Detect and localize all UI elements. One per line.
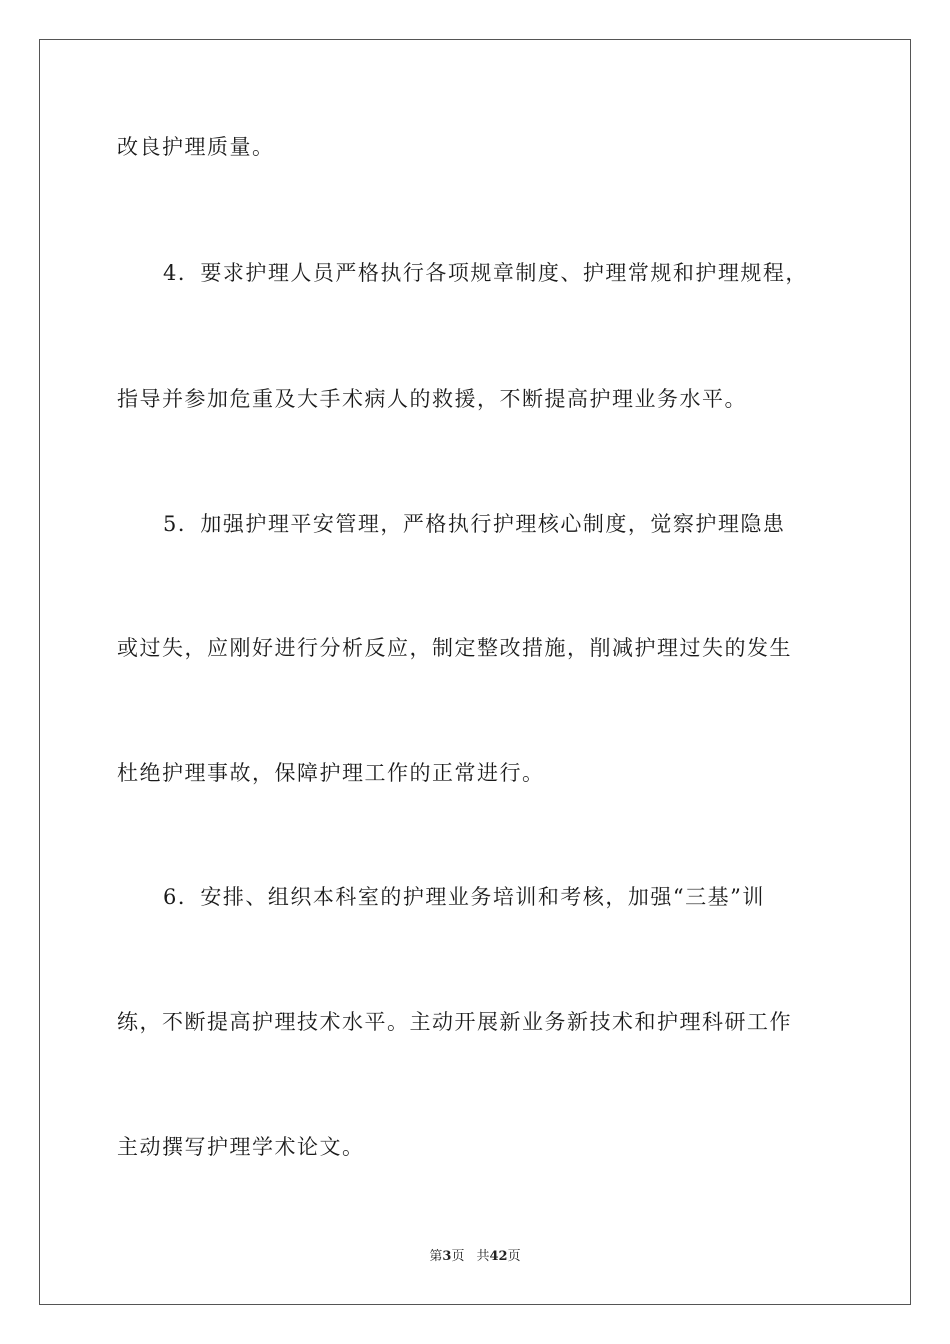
paragraph-line-4: 5．加强护理平安管理，严格执行护理核心制度，觉察护理隐患: [163, 512, 786, 536]
paragraph-line-9: 主动撰写护理学术论文。: [117, 1135, 365, 1159]
total-prefix: 共: [476, 1249, 490, 1264]
total-suffix: 页: [507, 1249, 521, 1264]
paragraph-line-1: 改良护理质量。: [117, 135, 275, 159]
total-pages: 42: [489, 1249, 508, 1264]
page-prefix: 第: [429, 1249, 443, 1264]
paragraph-line-7: 6．安排、组织本科室的护理业务培训和考核，加强“三基”训: [163, 885, 765, 909]
paragraph-line-3: 指导并参加危重及大手术病人的救援，不断提高护理业务水平。: [117, 387, 747, 411]
page-suffix: 页: [451, 1249, 465, 1264]
paragraph-line-6: 杜绝护理事故，保障护理工作的正常进行。: [117, 761, 545, 785]
paragraph-line-2: 4．要求护理人员严格执行各项规章制度、护理常规和护理规程，: [163, 261, 808, 285]
page-footer: [0, 1248, 950, 1266]
page-number: 3: [442, 1249, 452, 1264]
page-frame: [39, 39, 911, 1305]
paragraph-line-8: 练，不断提高护理技术水平。主动开展新业务新技术和护理科研工作: [117, 1010, 792, 1034]
paragraph-line-5: 或过失，应刚好进行分析反应，制定整改措施，削减护理过失的发生: [117, 636, 792, 660]
